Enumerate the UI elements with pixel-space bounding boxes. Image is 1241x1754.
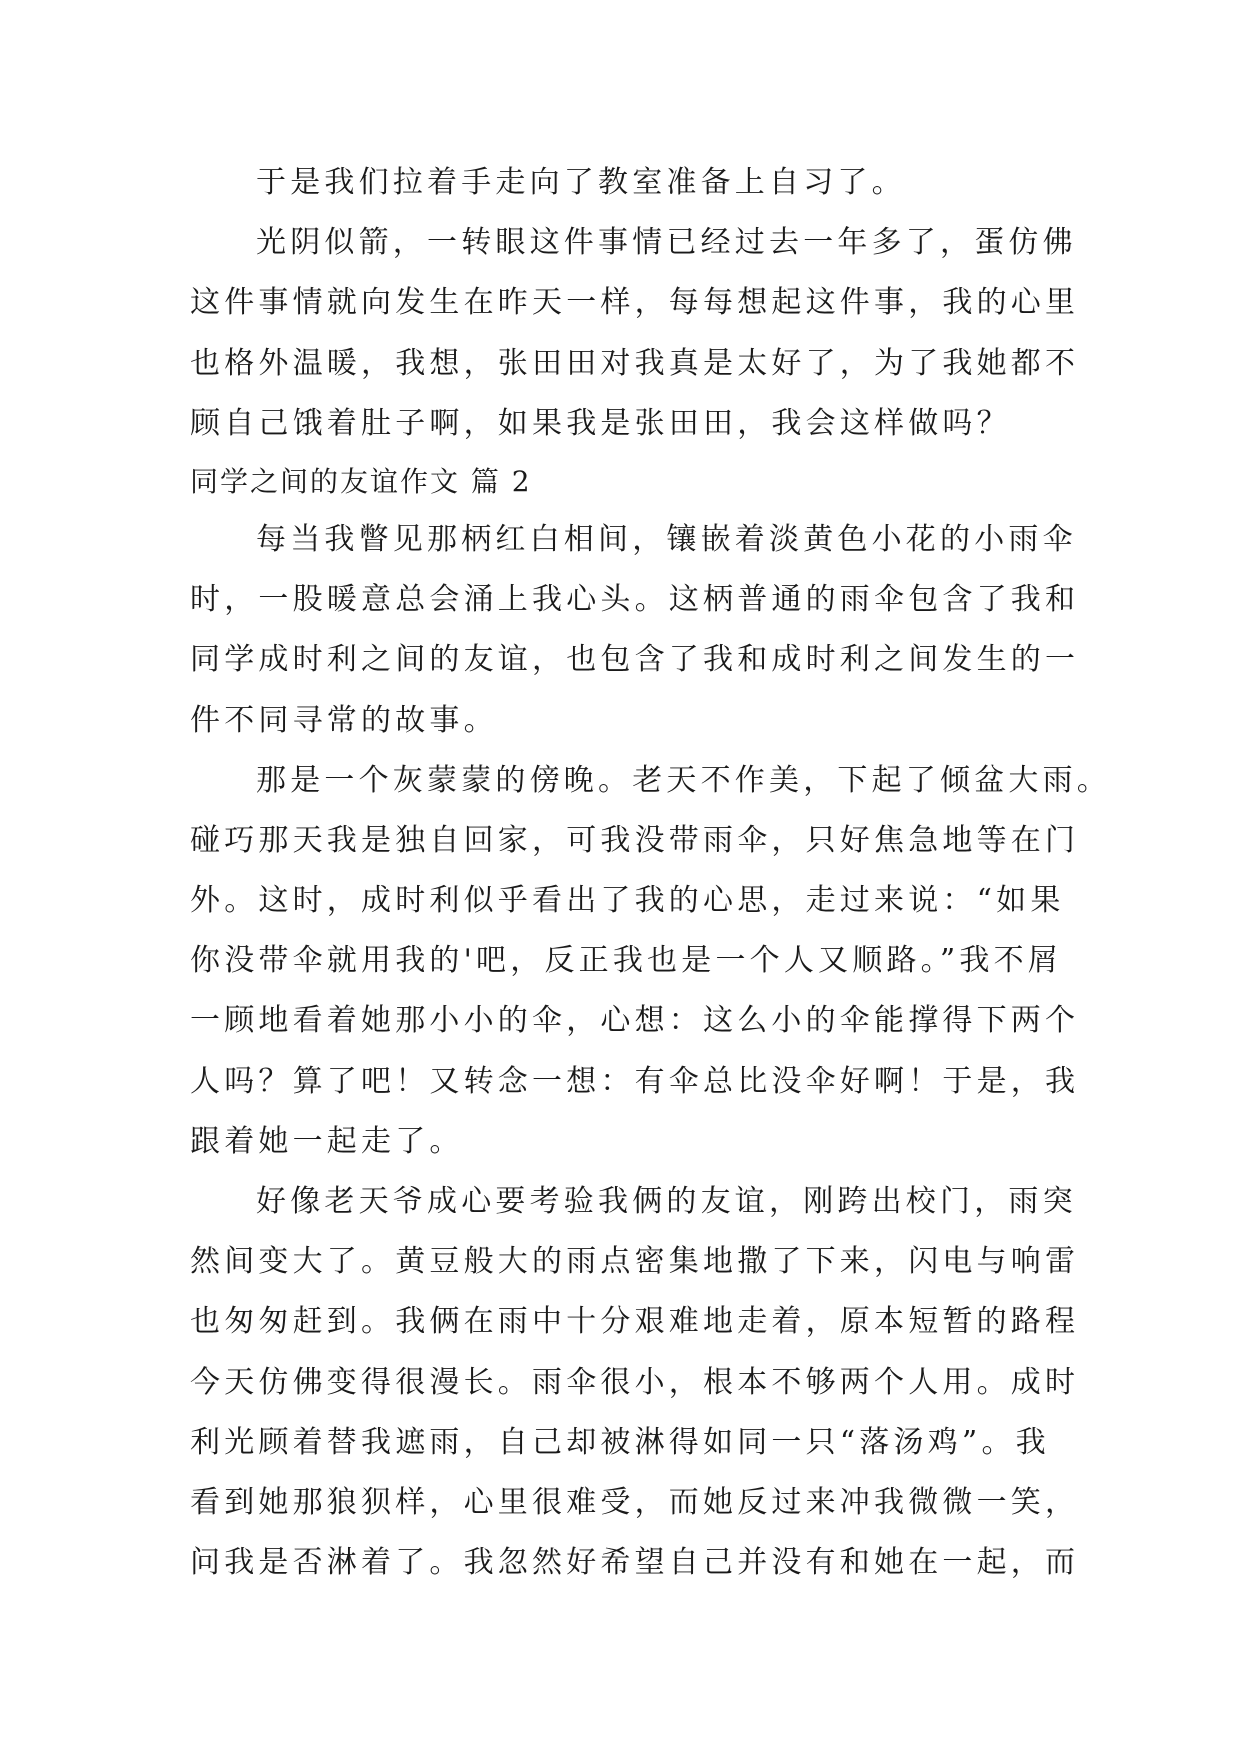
paragraph-line: 好像老天爷成心要考验我俩的友谊，刚跨出校门，雨突: [256, 1184, 1077, 1219]
paragraph-line: 一顾地看着她那小小的伞，心想：这么小的伞能撑得下两个: [190, 1003, 1080, 1039]
paragraph-line: 同学成时利之间的友谊，也包含了我和成时利之间发生的一: [190, 642, 1080, 678]
paragraph-line: 也匆匆赶到。我俩在雨中十分艰难地走着，原本短暂的路程: [190, 1304, 1080, 1340]
paragraph-line: 利光顾着替我遮雨，自己却被淋得如同一只“落汤鸡”。我: [190, 1424, 1050, 1460]
paragraph-line: 外。这时，成时利似乎看出了我的心思，走过来说：“如果: [190, 883, 1065, 919]
paragraph-line: 也格外温暖，我想，张田田对我真是太好了，为了我她都不: [190, 345, 1080, 381]
paragraph-line: 每当我瞥见那柄红白相间，镶嵌着淡黄色小花的小雨伞: [256, 521, 1077, 557]
paragraph-5: [190, 1172, 1080, 1593]
paragraph-line: 于是我们拉着手走向了教室准备上自习了。: [256, 165, 906, 200]
document-page: [190, 153, 1111, 1593]
paragraph-line: 人吗？算了吧！又转念一想：有伞总比没伞好啊！于是，我: [190, 1063, 1080, 1099]
paragraph-2: [190, 213, 1080, 454]
paragraph-line: 件不同寻常的故事。: [190, 702, 498, 738]
paragraph-3: [190, 510, 1080, 751]
paragraph-line: 然间变大了。黄豆般大的雨点密集地撒了下来，闪电与响雷: [190, 1244, 1080, 1280]
paragraph-line: 碰巧那天我是独自回家，可我没带雨伞，只好焦急地等在门: [190, 822, 1080, 858]
paragraph-line: 问我是否淋着了。我忽然好希望自己并没有和她在一起，而: [190, 1545, 1080, 1581]
paragraph-line: 这件事情就向发生在昨天一样，每每想起这件事，我的心里: [190, 285, 1080, 321]
paragraph-line: 光阴似箭，一转眼这件事情已经过去一年多了，蛋仿佛: [256, 225, 1077, 261]
paragraph-line: 你没带伞就用我的'吧，反正我也是一个人又顺路。”我不屑: [190, 943, 1062, 979]
paragraph-4: [190, 751, 1111, 1172]
paragraph-line: 那是一个灰蒙蒙的傍晚。老天不作美，下起了倾盆大雨。: [256, 762, 1111, 798]
paragraph-line: 时，一股暖意总会涌上我心头。这柄普通的雨伞包含了我和: [190, 582, 1080, 618]
section-heading: 同学之间的友谊作文 篇 2: [190, 464, 532, 498]
paragraph-1: [190, 153, 1050, 213]
paragraph-line: 跟着她一起走了。: [190, 1123, 464, 1159]
paragraph-line: 今天仿佛变得很漫长。雨伞很小，根本不够两个人用。成时: [190, 1364, 1080, 1400]
paragraph-line: 看到她那狼狈样，心里很难受，而她反过来冲我微微一笑，: [190, 1484, 1080, 1520]
paragraph-line: 顾自己饿着肚子啊，如果我是张田田，我会这样做吗？: [190, 405, 1011, 441]
